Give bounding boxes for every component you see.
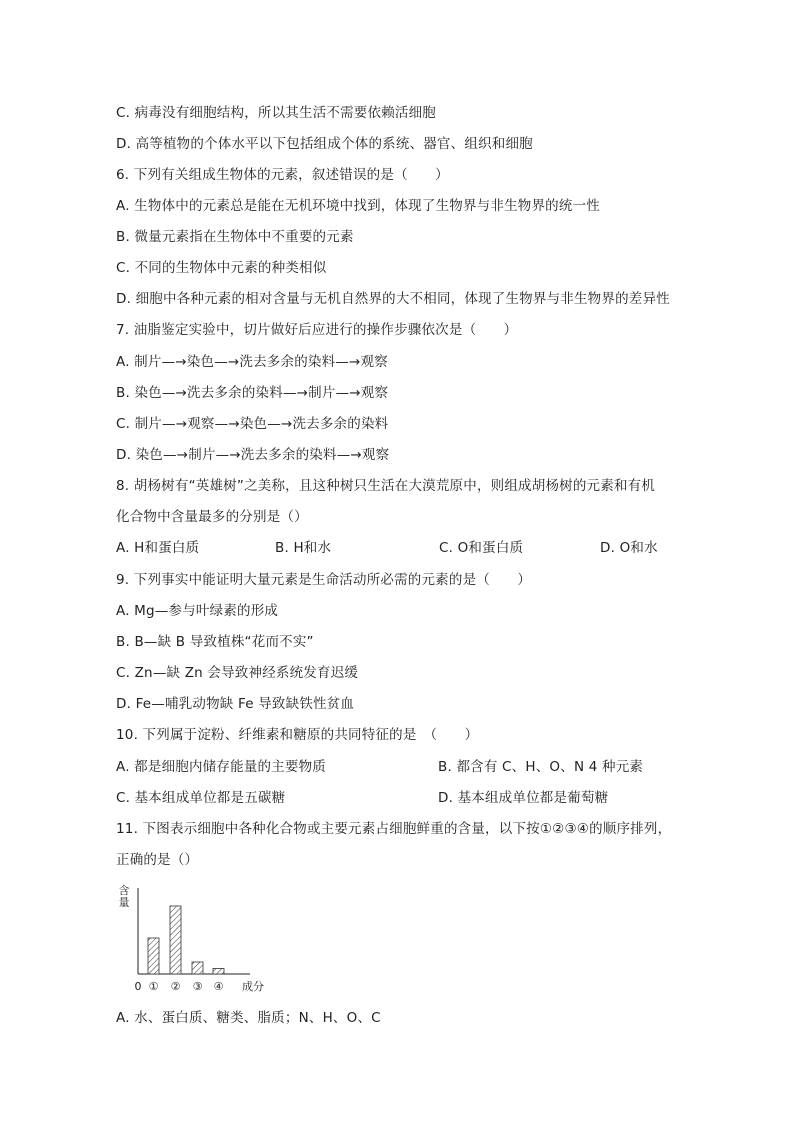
question-7-option-d: D. 染色—→制片—→洗去多余的染料—→观察 [116, 447, 390, 463]
question-10-option-b: B. 都含有 C、H、O、N 4 种元素 [438, 759, 644, 775]
question-6-option-b: B. 微量元素指在生物体中不重要的元素 [116, 229, 354, 245]
question-10-options-row-1 [116, 758, 676, 776]
question-9-option-b: B. B—缺 B 导致植株“花而不实” [116, 634, 314, 650]
x-tick-label-2: ② [170, 980, 181, 993]
question-11-line-2: 正确的是（） [116, 852, 199, 868]
question-7-option-b: B. 染色—→洗去多余的染料—→制片—→观察 [116, 385, 389, 401]
question-10-option-d: D. 基本组成单位都是葡萄糖 [438, 790, 609, 806]
question-8-line-2: 化合物中含量最多的分别是（） [116, 509, 308, 525]
bar-1 [148, 938, 159, 974]
bar-4 [213, 968, 224, 974]
chart-svg [112, 880, 282, 1000]
chart-bars [148, 906, 224, 974]
chart-labels [119, 883, 265, 993]
question-6: 6. 下列有关组成生物体的元素，叙述错误的是（ ） [116, 167, 449, 183]
bar-3 [192, 962, 203, 974]
question-9-option-c: C. Zn—缺 Zn 会导致神经系统发育迟缓 [116, 665, 359, 681]
question-11-line-1: 11. 下图表示细胞中各种化合物或主要元素占细胞鲜重的含量，以下按①②③④的顺序排列， [116, 821, 672, 837]
x-axis-label: 成分 [242, 980, 264, 993]
question-9-option-d: D. Fe—哺乳动物缺 Fe 导致缺铁性贫血 [116, 696, 355, 712]
question-8-line-1: 8. 胡杨树有“英雄树”之美称，且这种树只生活在大漠荒原中，则组成胡杨树的元素和有机 [116, 478, 656, 494]
question-8-option-c: C. O和蛋白质 [439, 540, 524, 556]
question-6-option-d: D. 细胞中各种元素的相对含量与无机自然界的大不相同，体现了生物界与非生物界的差异性 [116, 291, 670, 307]
option-d-plant-levels: D. 高等植物的个体水平以下包括组成个体的系统、器官、组织和细胞 [116, 136, 533, 152]
origin-label: 0 [134, 980, 142, 993]
question-7: 7. 油脂鉴定实验中，切片做好后应进行的操作步骤依次是（ ） [116, 322, 518, 338]
question-6-option-a: A. 生物体中的元素总是能在无机环境中找到，体现了生物界与非生物界的统一性 [116, 198, 600, 214]
question-9-option-a: A. Mg—参与叶绿素的形成 [116, 603, 279, 619]
option-c-virus: C. 病毒没有细胞结构，所以其生活不需要依赖活细胞 [116, 105, 437, 121]
x-tick-label-4: ④ [213, 980, 224, 993]
question-10-options-row-2 [116, 789, 676, 807]
question-7-option-a: A. 制片—→染色—→洗去多余的染料—→观察 [116, 354, 388, 370]
y-axis-label-char: 含 [118, 884, 130, 897]
question-10: 10. 下列属于淀粉、纤维素和糖原的共同特征的是 （ ） [116, 727, 479, 743]
question-6-option-c: C. 不同的生物体中元素的种类相似 [116, 260, 327, 276]
x-tick-label-1: ① [148, 980, 159, 993]
composition-bar-chart [112, 880, 282, 1000]
question-10-option-a: A. 都是细胞内储存能量的主要物质 [116, 759, 326, 775]
question-9: 9. 下列事实中能证明大量元素是生命活动所必需的元素的是（ ） [116, 572, 532, 588]
y-axis-label-char: 量 [118, 896, 130, 909]
question-8-option-a: A. H和蛋白质 [116, 540, 200, 556]
question-10-option-c: C. 基本组成单位都是五碳糖 [116, 790, 286, 806]
question-8-option-b: B. H和水 [275, 540, 332, 556]
question-11-option-a: A. 水、蛋白质、糖类、脂质；N、H、O、C [116, 1010, 381, 1026]
question-7-option-c: C. 制片—→观察—→染色—→洗去多余的染料 [116, 416, 389, 432]
bar-2 [170, 906, 181, 974]
x-tick-label-3: ③ [192, 980, 203, 993]
question-8-options [116, 539, 676, 557]
question-8-option-d: D. O和水 [600, 540, 658, 556]
